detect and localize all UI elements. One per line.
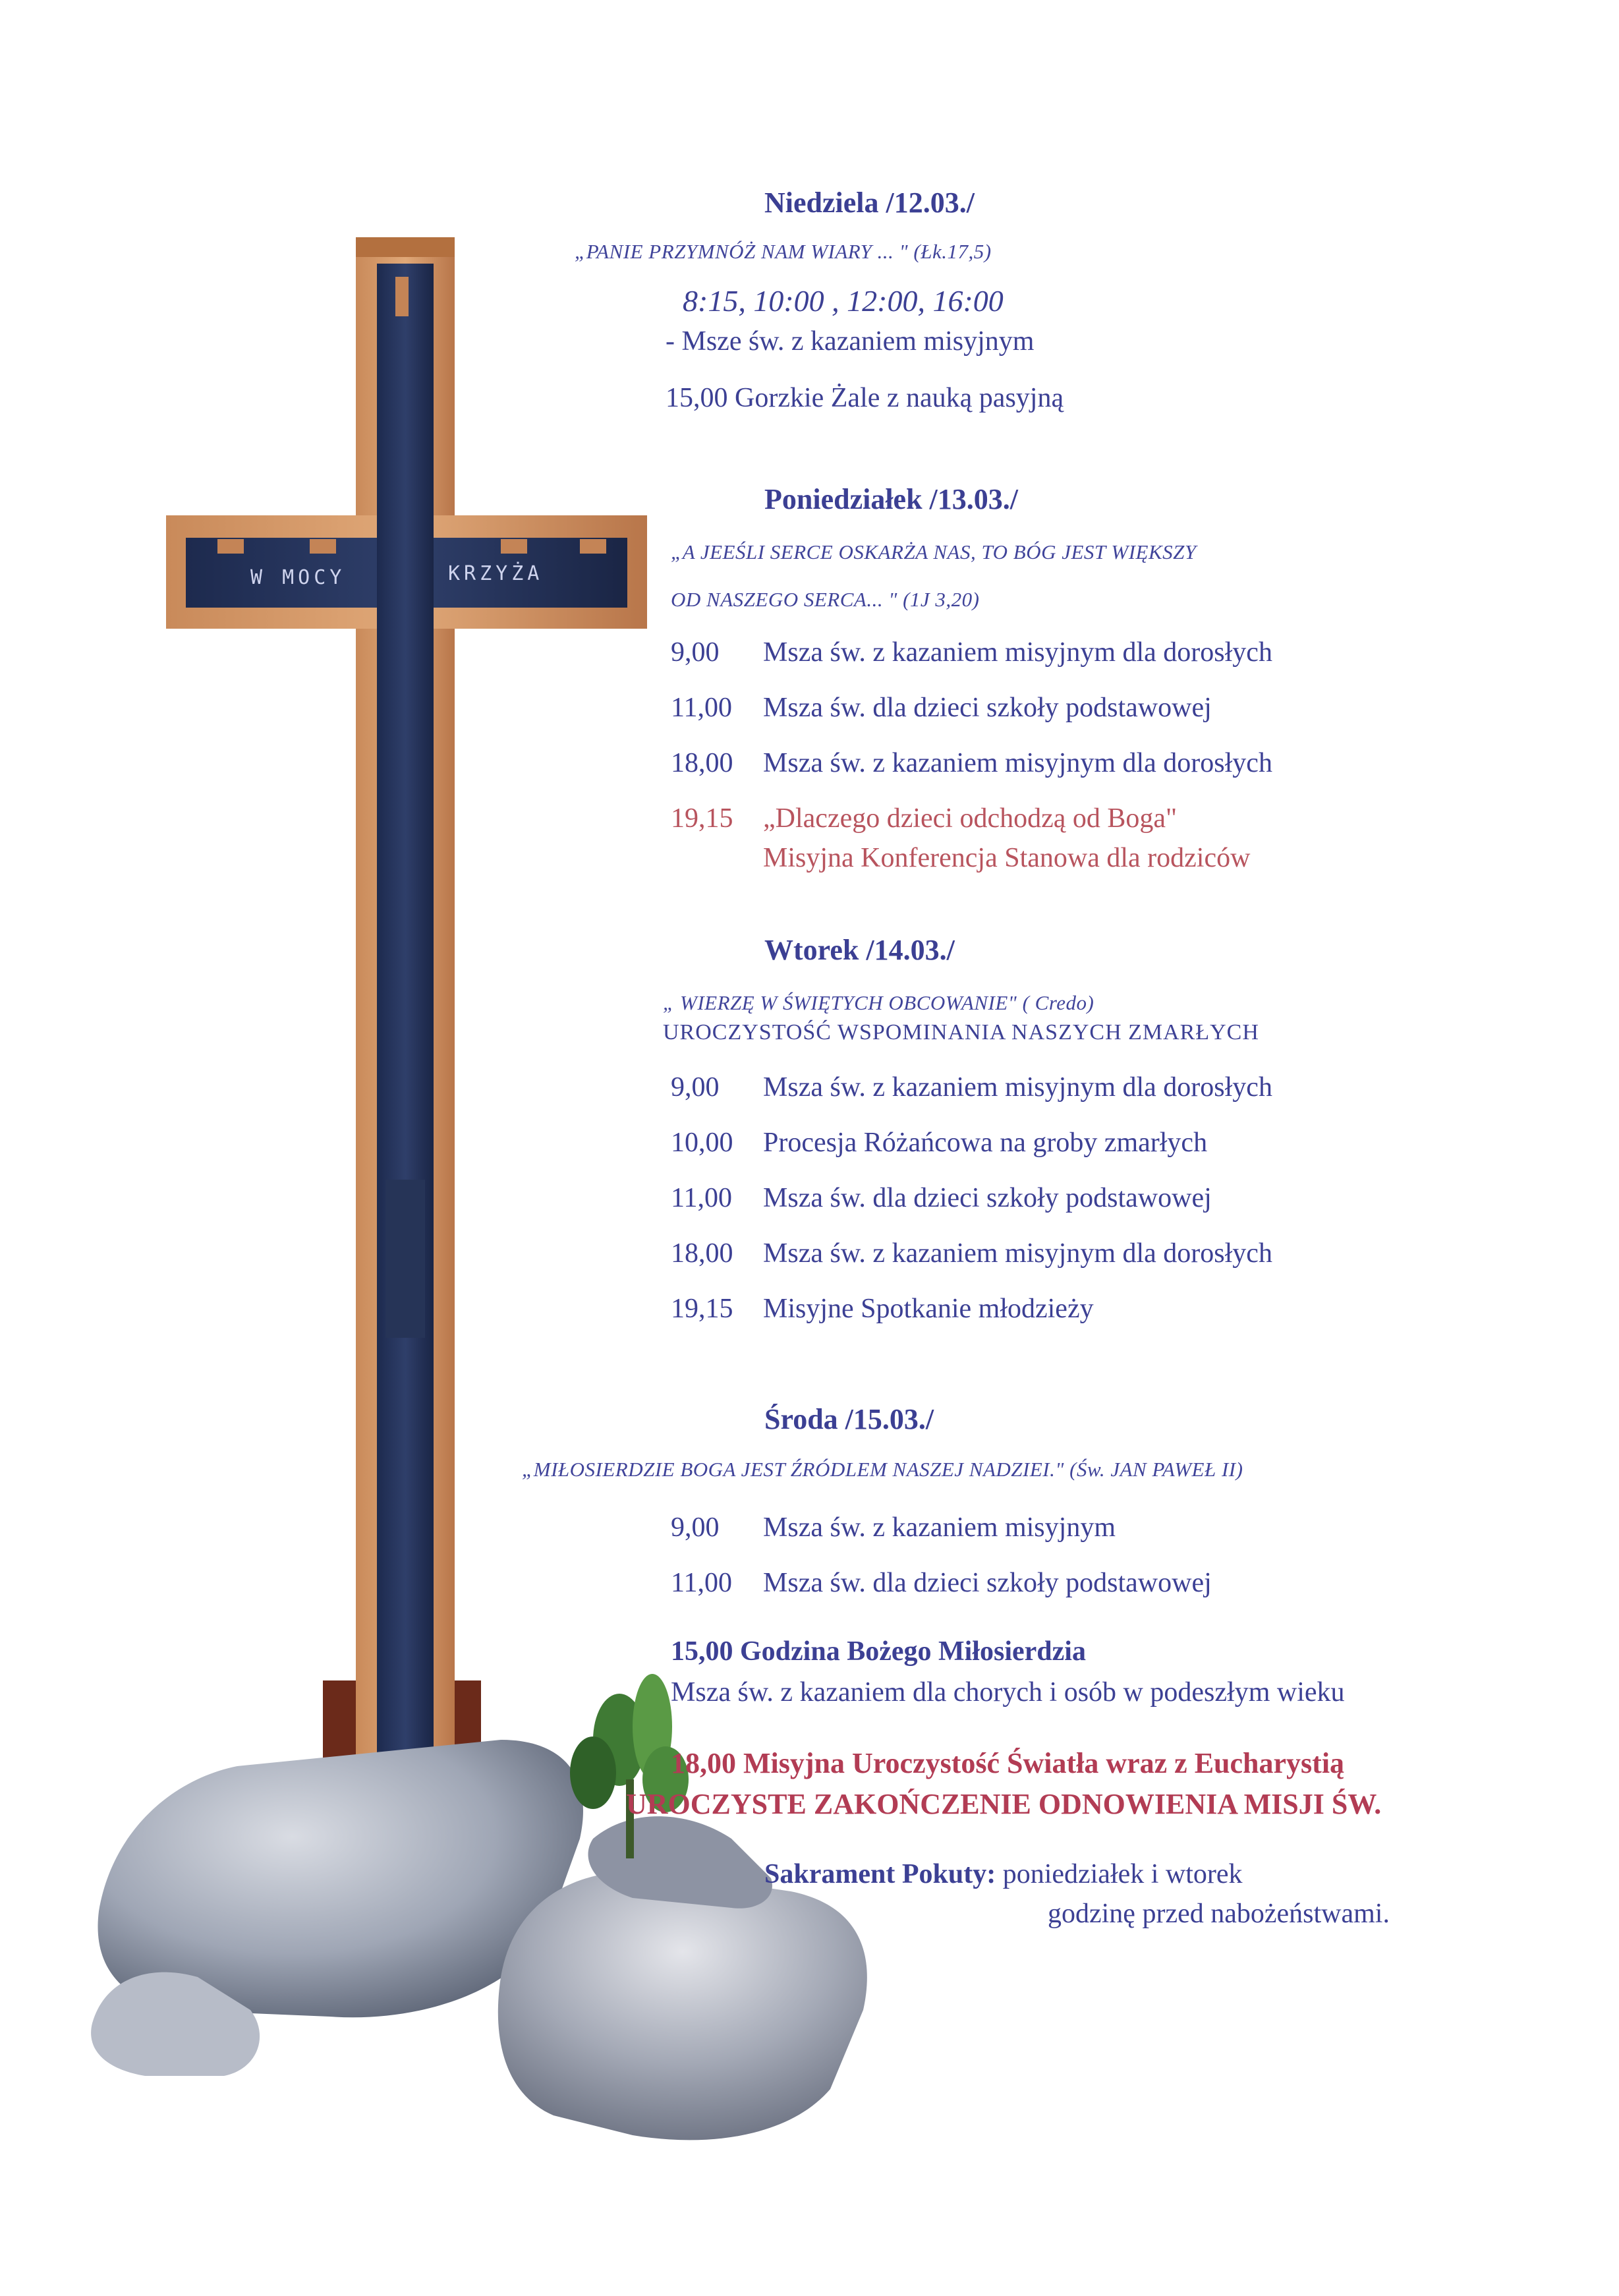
cross-left-word: W MOCY — [250, 566, 346, 589]
mass-desc-sunday: - Msze św. z kazaniem misyjnym — [666, 326, 1035, 357]
confession-info: Sakrament Pokuty: poniedziałek i wtorek — [764, 1859, 1243, 1889]
list-item: 10,00 Procesja Różańcowa na groby zmarłych — [671, 1128, 1208, 1158]
mission-closing: UROCZYSTE ZAKOŃCZENIE ODNOWIENIA MISJI ŚW. — [626, 1788, 1382, 1820]
quote-monday-line1: „A JEEŚLI SERCE OSKARŻA NAS, TO BÓG JEST WIĘKSZY — [671, 540, 1197, 563]
day-title-sunday: Niedziela /12.03./ — [764, 187, 975, 219]
cross-horizontal-beam — [166, 515, 647, 629]
divine-mercy-hour: 15,00 Godzina Bożego Miłosierdzia — [671, 1636, 1086, 1667]
quote-tuesday: „ WIERZĘ W ŚWIĘTYCH OBCOWANIE" ( Credo) — [663, 991, 1094, 1014]
quote-monday-line2: OD NASZEGO SERCA... " (1J 3,20) — [671, 588, 980, 611]
divine-mercy-desc: Msza św. z kazaniem dla chorych i osób w podeszłym wieku — [671, 1677, 1345, 1708]
list-item: 18,00 Msza św. z kazaniem misyjnym dla dorosłych — [671, 1238, 1272, 1269]
list-item: 19,15 Misyjne Spotkanie młodzieży — [671, 1294, 1094, 1324]
gorzkie-zale-sunday: 15,00 Gorzkie Żale z nauką pasyjną — [666, 383, 1064, 413]
list-item: 11,00 Msza św. dla dzieci szkoły podstawowej — [671, 1183, 1212, 1213]
list-item: 11,00 Msza św. dla dzieci szkoły podstawowej — [671, 693, 1212, 723]
quote-wednesday: „MIŁOSIERDZIE BOGA JEST ŹRÓDLEM NASZEJ NADZIEI." (Św. JAN PAWEŁ II) — [522, 1458, 1243, 1481]
day-title-monday: Poniedziałek /13.03./ — [764, 483, 1018, 515]
list-item: 19,15 „Dlaczego dzieci odchodzą od Boga" — [671, 803, 1178, 834]
cross-vertical-beam — [323, 237, 481, 1793]
day-title-tuesday: Wtorek /14.03./ — [764, 934, 955, 966]
conference-subtitle: Misyjna Konferencja Stanowa dla rodziców — [763, 843, 1251, 873]
list-item: 18,00 Msza św. z kazaniem misyjnym dla dorosłych — [671, 748, 1272, 778]
quote-sunday: „PANIE PRZYMNÓŻ NAM WIARY ... " (Łk.17,5) — [575, 240, 992, 263]
list-item: 9,00 Msza św. z kazaniem misyjnym dla dorosłych — [671, 1072, 1272, 1103]
list-item: 11,00 Msza św. dla dzieci szkoły podstawowej — [671, 1568, 1212, 1598]
mass-times-sunday: 8:15, 10:00 , 12:00, 16:00 — [683, 284, 1004, 318]
list-item: 9,00 Msza św. z kazaniem misyjnym — [671, 1512, 1116, 1543]
confession-info-line2: godzinę przed nabożeństwami. — [1048, 1899, 1390, 1929]
list-item: 9,00 Msza św. z kazaniem misyjnym dla dorosłych — [671, 637, 1272, 668]
cross-right-word: KRZYŻA — [448, 562, 544, 585]
stone-right — [498, 1871, 867, 2140]
light-celebration: 18,00 Misyjna Uroczystość Światła wraz z Eucharystią — [671, 1747, 1345, 1779]
day-title-wednesday: Środa /15.03./ — [764, 1403, 934, 1435]
subtitle-tuesday: UROCZYSTOŚĆ WSPOMINANIA NASZYCH ZMARŁYCH — [663, 1020, 1259, 1045]
